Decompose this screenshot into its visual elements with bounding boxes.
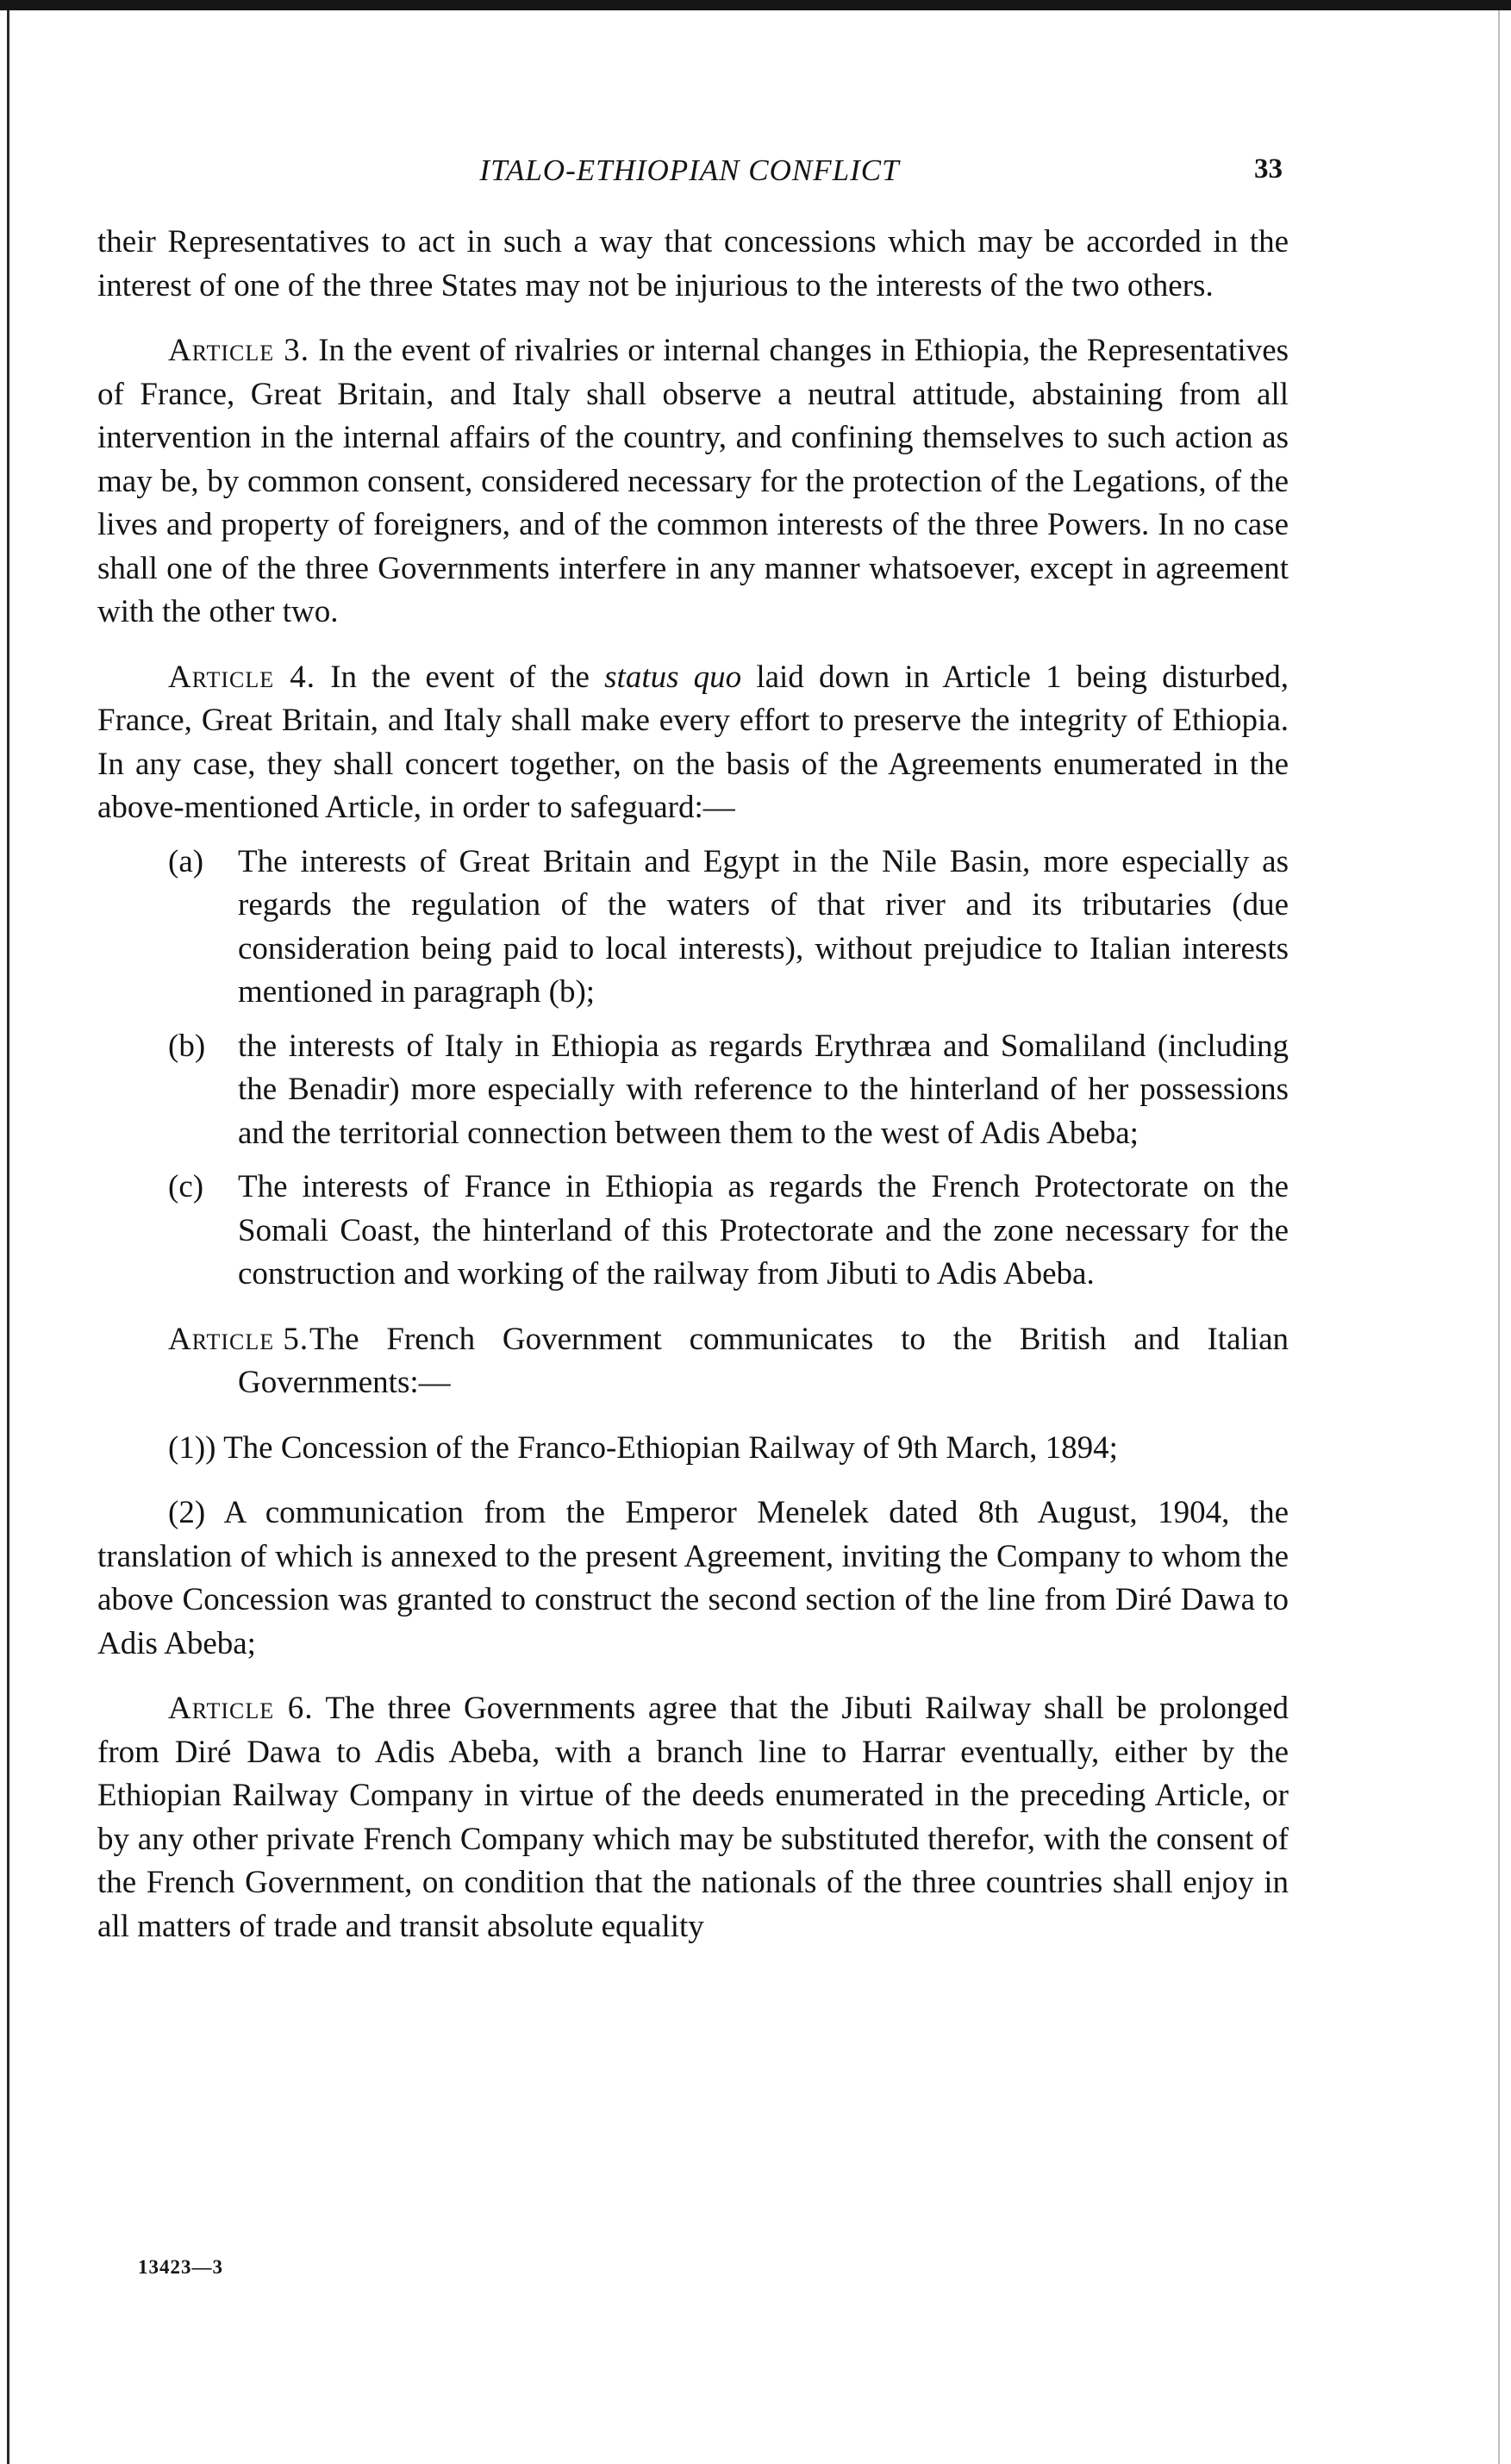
right-page-edge <box>1498 10 1500 2464</box>
top-border <box>0 0 1511 10</box>
item-label: (1)) <box>168 1429 216 1466</box>
article-3-paragraph <box>97 329 1289 635</box>
item-label: (a) <box>168 843 204 879</box>
item-text: The interests of France in Ethiopia as regards the French Protectorate on the Somali Coast, the hinterland of this Protectorate and the zone necessary for the construction and working of the railway from Jibuti to Adis Abeba. <box>238 1169 1289 1291</box>
article-3-label: Article 3. <box>168 333 310 368</box>
article-5-item-1 <box>97 1427 1289 1471</box>
article-4-item-b <box>97 1025 1289 1156</box>
page-number: 33 <box>1254 153 1283 184</box>
article-6-label: Article 6. <box>168 1691 314 1726</box>
article-4-text-after: laid down in Article 1 being disturbed, France, Great Britain, and Italy shall make every effort to preserve the integrity of Ethiopia. In any case, they shall concert together, on the basis of the Agreements enumerated in the above-mentioned Article, in order to safeguard:— <box>97 659 1289 825</box>
printer-signature: 13423—3 <box>138 2256 223 2278</box>
item-label: (2) <box>168 1495 206 1530</box>
article-4-label: Article 4. <box>168 659 316 695</box>
continuation-paragraph: their Representatives to act in such a way that concessions which may be accorded in the interest of one of the three States may not be injurious to the interests of the two others. <box>97 224 1289 303</box>
running-title: ITALO-ETHIOPIAN CONFLICT <box>479 153 900 187</box>
article-6-text: The three Governments agree that the Jibuti Railway shall be prolonged from Diré Dawa to Adis Abeba, with a branch line to Harrar eventually, either by the Ethiopian Railway Company in virtue of the deeds enumerated in the preceding Article, or by any other private French Company which may be substituted therefor, with the consent of the French Government, on condition that the nationals of the three countries shall enjoy in all matters of trade and transit absolute equality <box>97 1691 1289 1944</box>
running-head <box>0 153 1511 197</box>
article-5-label: Article 5. <box>168 1321 309 1357</box>
article-4-item-c <box>97 1166 1289 1297</box>
article-4-italic-term: status quo <box>604 659 742 695</box>
article-5-text: The French Government communicates to the British and Italian Governments:— <box>238 1321 1289 1400</box>
article-3-text: In the event of rivalries or internal changes in Ethiopia, the Representatives of France, Great Britain, and Italy shall observe a neutral attitude, abstaining from all intervention in the internal affairs of the country, and confining themselves to such action as may be, by common consent, considered necessary for the protection of the Legations, of the lives and property of foreigners, and of the common interests of the three Powers. In no case shall one of the three Governments interfere in any manner whatsoever, except in agreement with the other two. <box>97 333 1289 629</box>
left-page-edge <box>7 10 9 2464</box>
item-text: the interests of Italy in Ethiopia as regards Erythræa and Somaliland (including the Benadir) more especially with reference to the hinterland of her possessions and the territorial connection between them to the west of Adis Abeba; <box>238 1028 1289 1151</box>
item-text: The Concession of the Franco-Ethiopian Railway of 9th March, 1894; <box>223 1429 1118 1466</box>
article-4-text-before: In the event of the <box>330 659 590 695</box>
item-label: (c) <box>168 1169 204 1204</box>
article-5-heading <box>97 1318 1289 1405</box>
article-6-paragraph <box>97 1687 1289 1948</box>
item-label: (b) <box>168 1028 206 1064</box>
page-body <box>97 221 1289 1970</box>
article-4-item-a <box>97 841 1289 1015</box>
item-text: A communication from the Emperor Menelek dated 8th August, 1904, the translation of which is annexed to the present Agreement, inviting the Company to whom the above Concession was granted to construct the second section of the line from Diré Dawa to Adis Abeba; <box>97 1495 1289 1661</box>
item-text: The interests of Great Britain and Egypt in the Nile Basin, more especially as regards the regulation of the waters of that river and its tributaries (due consideration being paid to local interests), without prejudice to Italian interests mentioned in paragraph (b); <box>238 843 1289 1010</box>
article-5-item-2 <box>97 1492 1289 1666</box>
article-4-paragraph <box>97 656 1289 830</box>
